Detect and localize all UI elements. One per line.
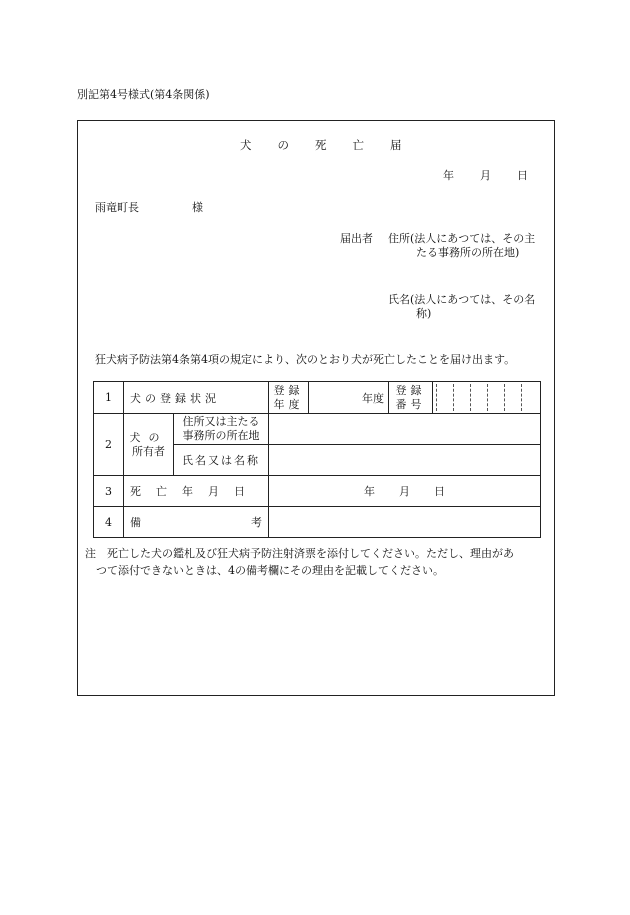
form-title: 犬 の 死 亡 届 (240, 138, 402, 152)
form-number-label: 別記第4号様式(第4条関係) (77, 88, 210, 101)
row-number: 1 (94, 382, 124, 414)
addressee-office: 雨竜町長 (95, 201, 139, 214)
notifier-name-label-cont: 称) (416, 307, 432, 320)
owner-address-field[interactable] (269, 414, 541, 445)
registration-year-field[interactable] (309, 382, 389, 414)
row-number: 2 (94, 414, 124, 476)
submission-date[interactable]: 年 月 日 (443, 169, 528, 182)
death-date-label: 死 亡 年 月 日 (124, 476, 269, 507)
notifier-address-label: 住所(法人にあつては、その主 (388, 232, 536, 245)
registration-year-label: 登録 年度 (269, 382, 309, 414)
table-row (94, 414, 541, 445)
owner-name-field[interactable] (269, 445, 541, 476)
notifier-name-label: 氏名(法人にあつては、その名 (388, 293, 536, 306)
owner-name-label: 氏名又は名称 (174, 445, 269, 476)
registration-number-field[interactable] (433, 382, 541, 414)
table-row (94, 507, 541, 538)
statement-text: 狂犬病予防法第4条第4項の規定により、次のとおり犬が死亡したことを届け出ます。 (95, 353, 516, 366)
row-number: 3 (94, 476, 124, 507)
addressee-honorific: 様 (192, 201, 203, 214)
row-number: 4 (94, 507, 124, 538)
table-row (94, 476, 541, 507)
dog-registration-status-label: 犬の登録状況 (124, 382, 269, 414)
registration-year-suffix: 年度 (362, 391, 384, 405)
note-head: 注 (85, 547, 96, 560)
note-text-line1: 死亡した犬の鑑札及び狂犬病予防注射済票を添付してください。ただし、理由があ (107, 547, 514, 560)
dog-owner-label: 犬の 所有者 (124, 414, 174, 476)
remarks-field[interactable] (269, 507, 541, 538)
owner-address-label: 住所又は主たる 事務所の所在地 (174, 414, 269, 445)
registration-number-label: 登録 番号 (389, 382, 433, 414)
death-date-field[interactable]: 年 月 日 (269, 476, 541, 507)
remarks-label: 備 考 (124, 507, 269, 538)
notifier-address-label-cont: たる事務所の所在地) (416, 246, 520, 259)
notifier-label: 届出者 (340, 232, 373, 245)
note-text-line2: つて添付できないときは、4の備考欄にその理由を記載してください。 (96, 564, 444, 577)
table-row (94, 382, 541, 414)
registration-table (93, 381, 541, 538)
